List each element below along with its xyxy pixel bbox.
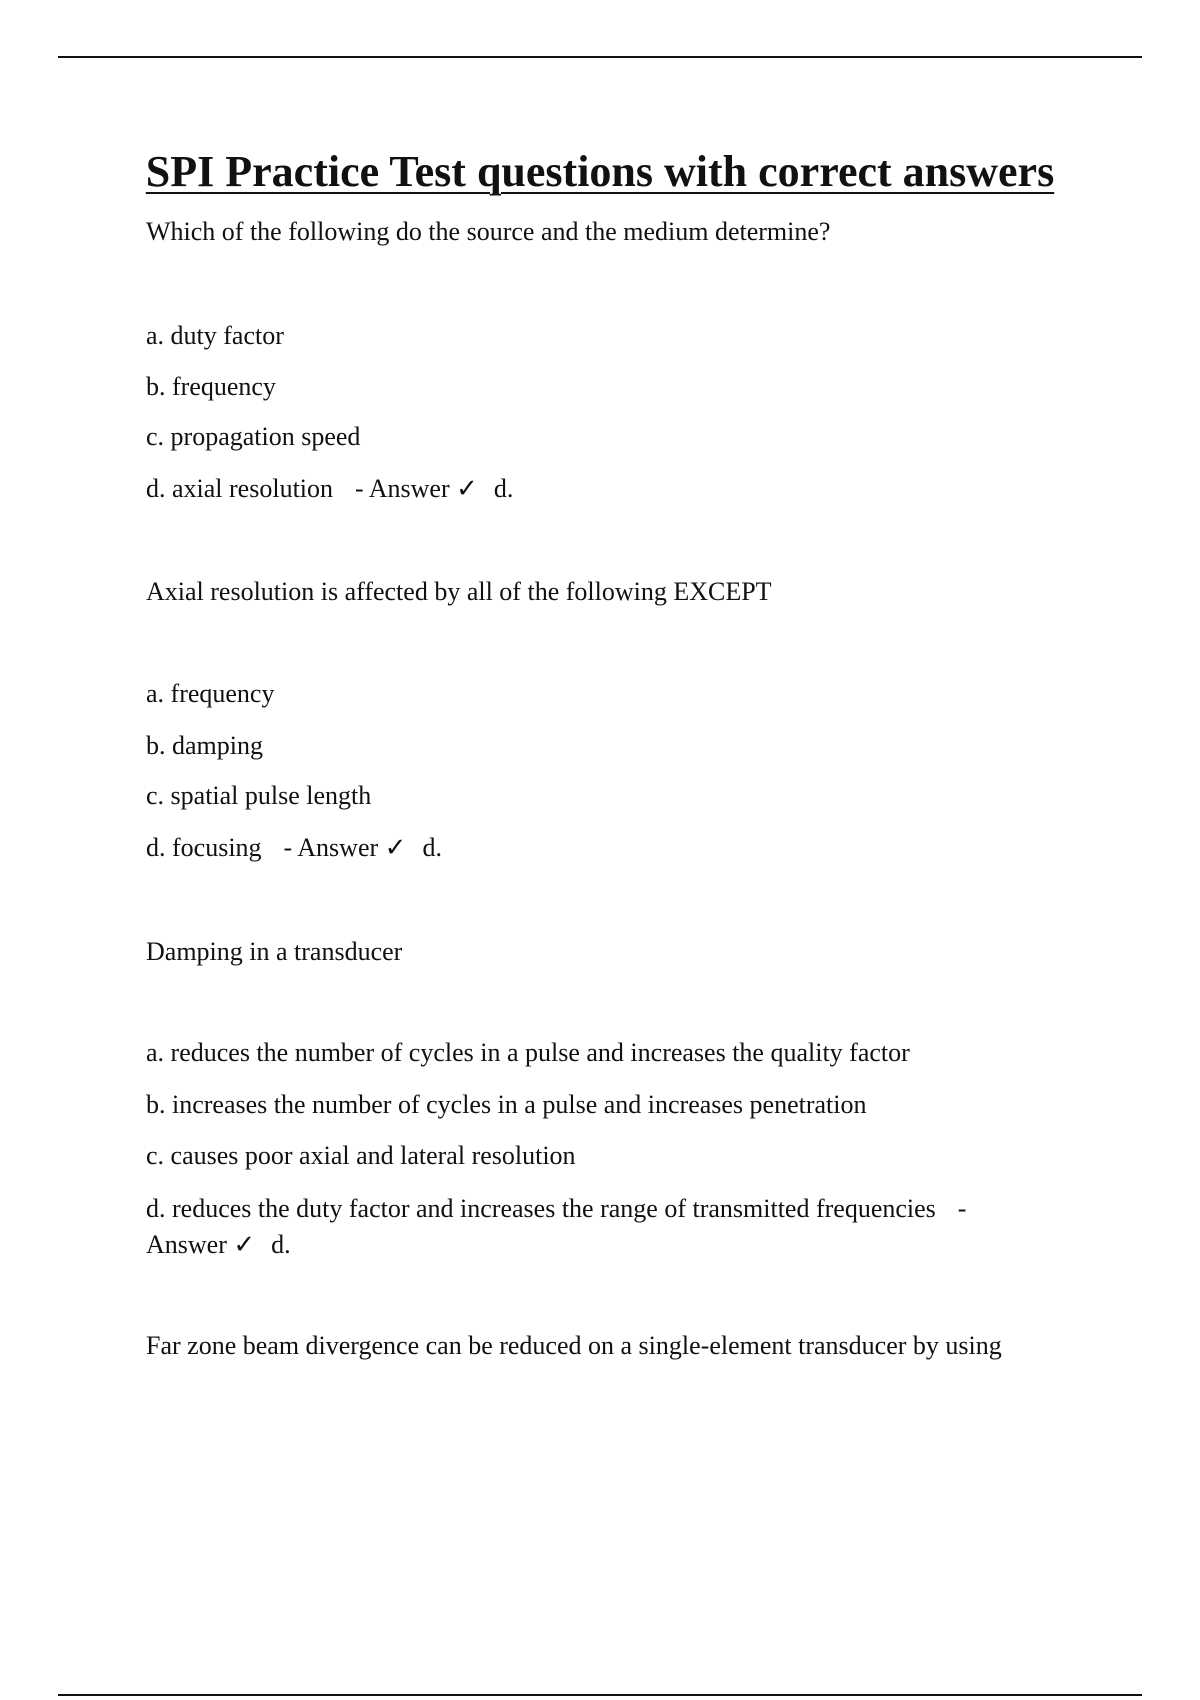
question-1-option-c: c. propagation speed xyxy=(146,422,361,451)
bottom-rule xyxy=(58,1694,1142,1696)
question-3-option-b: b. increases the number of cycles in a pulse and increases penetration xyxy=(146,1090,867,1119)
question-2-answer: d. xyxy=(422,833,442,862)
question-1-option-a: a. duty factor xyxy=(146,321,284,350)
question-1-option-d-row xyxy=(146,473,513,505)
question-2-answer-label: - Answer ✓ xyxy=(283,833,407,862)
question-1-answer: d. xyxy=(493,474,514,503)
question-1-prompt: Which of the following do the source and the medium determine? xyxy=(146,217,831,246)
question-3-option-d: d. reduces the duty factor and increases the range of transmitted frequencies xyxy=(146,1194,936,1223)
question-2-option-c: c. spatial pulse length xyxy=(146,781,372,810)
question-1-option-d: d. axial resolution xyxy=(146,474,334,503)
question-3-answer: d. xyxy=(271,1230,291,1259)
question-4-prompt: Far zone beam divergence can be reduced on a single-element transducer by using xyxy=(146,1331,1002,1360)
question-3-option-c: c. causes poor axial and lateral resolution xyxy=(146,1141,576,1170)
question-2-option-d: d. focusing xyxy=(146,833,262,862)
question-2-option-d-row xyxy=(146,832,442,864)
question-2-option-a: a. frequency xyxy=(146,679,275,708)
document-title: SPI Practice Test questions with correct answers xyxy=(145,147,1055,196)
question-2-prompt: Axial resolution is affected by all of the following EXCEPT xyxy=(146,577,772,606)
question-3-option-d-row xyxy=(146,1191,1046,1263)
question-1-option-b: b. frequency xyxy=(146,372,276,401)
question-3-prompt: Damping in a transducer xyxy=(146,937,403,966)
question-3-answer-label: - Answer ✓ xyxy=(146,1194,967,1259)
question-3-option-a: a. reduces the number of cycles in a pulse and increases the quality factor xyxy=(146,1038,910,1067)
question-1-answer-label: - Answer ✓ xyxy=(355,474,478,503)
question-2-option-b: b. damping xyxy=(146,731,263,760)
